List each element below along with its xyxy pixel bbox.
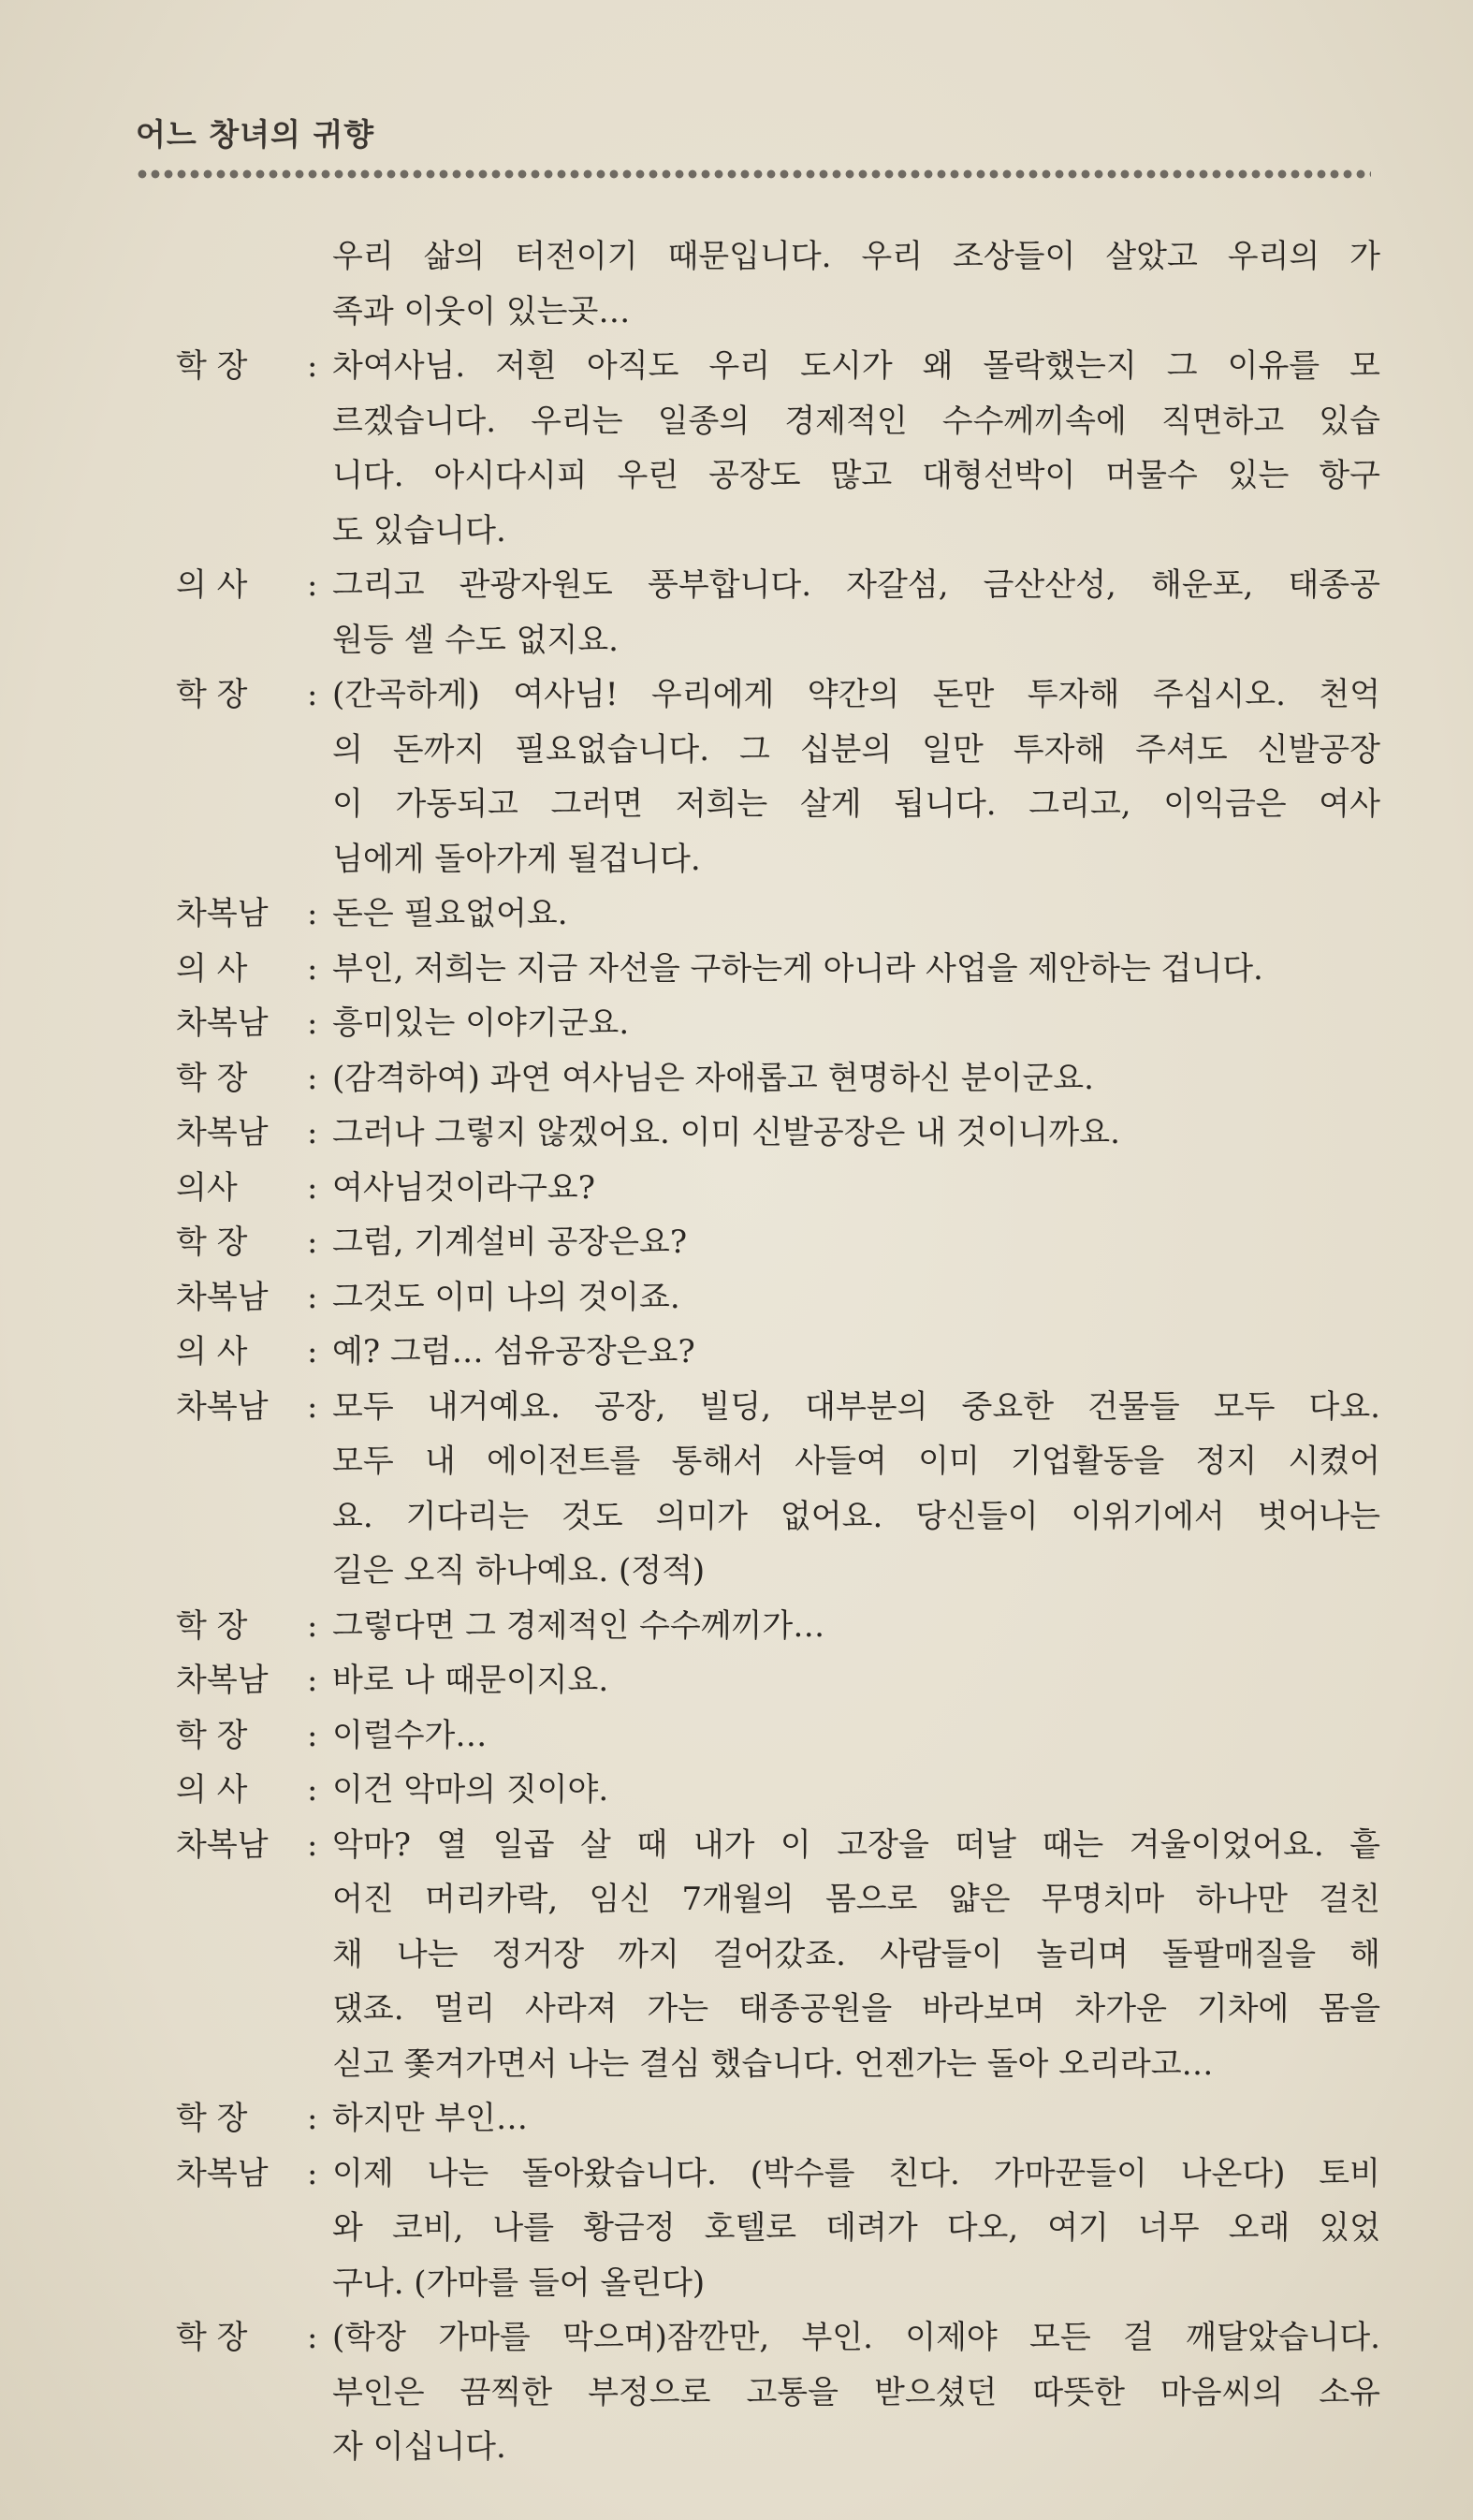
speaker-name: 의 사	[176, 1333, 248, 1370]
dialogue-line	[140, 1544, 1380, 1599]
dialogue-text: 와 코비, 나를 황금정 호텔로 데려가 다오, 여기 너무 오래 있었	[332, 2209, 1380, 2247]
dialogue-line	[140, 1380, 1380, 1435]
dialogue-line	[140, 285, 1380, 340]
dialogue-text: 바로 나 때문이지요.	[332, 1662, 609, 1699]
dialogue-text: 이럴수가…	[332, 1716, 488, 1754]
dialogue-text: 그리고 관광자원도 풍부합니다. 자갈섬, 금산산성, 해운포, 태종공	[332, 566, 1380, 604]
speaker-colon: :	[307, 1387, 318, 1426]
dialogue-text: 그렇다면 그 경제적인 수수께끼가…	[332, 1606, 825, 1645]
speaker-name: 차복남	[176, 1004, 269, 1042]
dialogue-text: 그러나 그렇지 않겠어요. 이미 신발공장은 내 것이니까요.	[332, 1114, 1120, 1151]
dialogue-line	[140, 2420, 1380, 2475]
dotted-divider	[136, 168, 1371, 181]
dialogue-line	[140, 504, 1380, 559]
speaker-colon: :	[307, 949, 318, 988]
dialogue-text: 도 있습니다.	[332, 511, 506, 549]
dialogue-line	[140, 2037, 1380, 2092]
dialogue-text: 댔죠. 멀리 사라져 가는 태종공원을 바라보며 차가운 기차에 몸을	[332, 1990, 1380, 2028]
speaker-colon: :	[307, 1606, 318, 1645]
speaker-colon: :	[307, 676, 318, 713]
speaker-colon: :	[307, 895, 318, 932]
dialogue-line	[140, 1927, 1380, 1983]
speaker-name: 학 장	[176, 2100, 248, 2137]
dialogue-line	[140, 448, 1380, 504]
dialogue-line	[140, 2146, 1380, 2202]
speaker-colon: :	[307, 1223, 318, 1261]
dialogue-text: 채 나는 정거장 까지 걸어갔죠. 사람들이 놀리며 돌팔매질을 해	[332, 1935, 1380, 1973]
dialogue-line	[140, 558, 1380, 613]
dialogue-text: 모두 내거예요. 공장, 빌딩, 대부분의 중요한 건물들 모두 다요.	[332, 1387, 1380, 1426]
speaker-name: 학 장	[176, 1606, 248, 1645]
dialogue-line	[140, 1599, 1380, 1654]
speaker-colon: :	[307, 1333, 318, 1370]
speaker-name: 의 사	[176, 1771, 248, 1809]
speaker-colon: :	[307, 1825, 318, 1864]
dialogue-line	[140, 1161, 1380, 1216]
speaker-colon: :	[307, 1059, 318, 1097]
dialogue-text: 원등 셀 수도 없지요.	[332, 621, 619, 659]
dialogue-text: 님에게 돌아가게 될겁니다.	[332, 840, 701, 878]
script-dialogue	[140, 229, 1380, 2475]
speaker-name: 차복남	[176, 2154, 269, 2192]
speaker-name: 의 사	[176, 566, 248, 604]
dialogue-text: 부인, 저희는 지금 자선을 구하는게 아니라 사업을 제안하는 겁니다.	[332, 949, 1263, 988]
speaker-colon: :	[307, 566, 318, 604]
dialogue-line	[140, 1489, 1380, 1545]
dialogue-line	[140, 1982, 1380, 2037]
speaker-colon: :	[307, 2154, 318, 2192]
dialogue-text: (감격하여) 과연 여사님은 자애롭고 현명하신 분이군요.	[332, 1059, 1094, 1097]
speaker-colon: :	[307, 2100, 318, 2137]
dialogue-line	[140, 1872, 1380, 1927]
dialogue-line	[140, 832, 1380, 887]
dialogue-text: 악마? 열 일곱 살 때 내가 이 고장을 떠날 때는 겨울이었어요. 흩	[332, 1825, 1380, 1864]
dialogue-line	[140, 1708, 1380, 1764]
speaker-name: 차복남	[176, 1278, 269, 1316]
dialogue-text: 이건 악마의 짓이야.	[332, 1771, 609, 1809]
dialogue-line	[140, 1325, 1380, 1380]
dialogue-line	[140, 2256, 1380, 2311]
dialogue-text: 부인은 끔찍한 부정으로 고통을 받으셨던 따뜻한 마음씨의 소유	[332, 2373, 1380, 2411]
running-title: 어느 창녀의 귀향	[136, 116, 375, 153]
dialogue-text: 차여사님. 저흰 아직도 우리 도시가 왜 몰락했는지 그 이유를 모	[332, 347, 1380, 385]
speaker-colon: :	[307, 1278, 318, 1316]
speaker-name: 차복남	[176, 1114, 269, 1151]
speaker-name: 학 장	[176, 2319, 248, 2356]
dialogue-line	[140, 2091, 1380, 2146]
dialogue-line	[140, 339, 1380, 394]
dialogue-text: 예? 그럼… 섬유공장은요?	[332, 1333, 695, 1370]
dialogue-line	[140, 1215, 1380, 1270]
dialogue-text: 우리 삶의 터전이기 때문입니다. 우리 조상들이 살았고 우리의 가	[332, 238, 1380, 275]
dialogue-line	[140, 1818, 1380, 1873]
dialogue-text: 니다. 아시다시피 우린 공장도 많고 대형선박이 머물수 있는 항구	[332, 457, 1380, 494]
dialogue-line	[140, 2201, 1380, 2256]
dialogue-line	[140, 996, 1380, 1051]
dialogue-line	[140, 1763, 1380, 1818]
dialogue-line	[140, 229, 1380, 285]
dialogue-line	[140, 886, 1380, 942]
speaker-colon: :	[307, 1168, 318, 1207]
speaker-name: 학 장	[176, 1223, 248, 1261]
speaker-name: 차복남	[176, 1825, 269, 1864]
dialogue-line	[140, 1653, 1380, 1708]
dialogue-text: 그럼, 기계설비 공장은요?	[332, 1223, 688, 1261]
dialogue-text: 르겠습니다. 우리는 일종의 경제적인 수수께끼속에 직면하고 있습	[332, 402, 1380, 440]
dialogue-line	[140, 1106, 1380, 1161]
dialogue-text: 그것도 이미 나의 것이죠.	[332, 1278, 680, 1316]
dialogue-text: (학장 가마를 막으며)잠깐만, 부인. 이제야 모든 걸 깨달았습니다.	[332, 2319, 1380, 2356]
dialogue-text: 싣고 쫓겨가면서 나는 결심 했습니다. 언젠가는 돌아 오리라고…	[332, 2044, 1214, 2083]
speaker-name: 차복남	[176, 1662, 269, 1699]
speaker-name: 학 장	[176, 1716, 248, 1754]
dialogue-text: 자 이십니다.	[332, 2428, 506, 2466]
page-header	[136, 110, 1371, 181]
speaker-colon: :	[307, 347, 318, 385]
speaker-colon: :	[307, 1004, 318, 1042]
dialogue-text: 족과 이웃이 있는곳…	[332, 292, 631, 330]
dialogue-text: 흥미있는 이야기군요.	[332, 1004, 630, 1042]
dialogue-text: 길은 오직 하나예요. (정적)	[332, 1552, 706, 1590]
dialogue-line	[140, 2310, 1380, 2366]
dialogue-text: 여사님것이라구요?	[332, 1168, 595, 1207]
dialogue-text: 모두 내 에이전트를 통해서 사들여 이미 기업활동을 정지 시켰어	[332, 1443, 1380, 1480]
dialogue-line	[140, 942, 1380, 997]
speaker-name: 차복남	[176, 1387, 269, 1426]
speaker-name: 학 장	[176, 1059, 248, 1097]
speaker-name: 의 사	[176, 949, 248, 988]
dialogue-line	[140, 613, 1380, 668]
dialogue-text: 이 가동되고 그러면 저희는 살게 됩니다. 그리고, 이익금은 여사	[332, 785, 1380, 823]
speaker-name: 학 장	[176, 347, 248, 385]
dialogue-line	[140, 1434, 1380, 1489]
speaker-name: 학 장	[176, 676, 248, 713]
dialogue-text: 의 돈까지 필요없습니다. 그 십분의 일만 투자해 주셔도 신발공장	[332, 730, 1380, 769]
dialogue-line	[140, 723, 1380, 778]
dialogue-text: 어진 머리카락, 임신 7개월의 몸으로 얇은 무명치마 하나만 걸친	[332, 1881, 1380, 1918]
dialogue-line	[140, 1270, 1380, 1326]
dialogue-text: 요. 기다리는 것도 의미가 없어요. 당신들이 이위기에서 벗어나는	[332, 1497, 1380, 1535]
dialogue-text: 돈은 필요없어요.	[332, 895, 568, 932]
dialogue-text: 하지만 부인…	[332, 2100, 529, 2137]
dialogue-line	[140, 2366, 1380, 2421]
speaker-colon: :	[307, 1662, 318, 1699]
speaker-colon: :	[307, 1716, 318, 1754]
dialogue-text: (간곡하게) 여사님! 우리에게 약간의 돈만 투자해 주십시오. 천억	[332, 676, 1380, 713]
dialogue-line	[140, 394, 1380, 449]
speaker-colon: :	[307, 1114, 318, 1151]
dialogue-text: 구나. (가마를 들어 올린다)	[332, 2264, 706, 2302]
dialogue-line	[140, 667, 1380, 723]
speaker-colon: :	[307, 1771, 318, 1809]
dialogue-line	[140, 777, 1380, 832]
speaker-name: 의사	[176, 1168, 238, 1207]
speaker-name: 차복남	[176, 895, 269, 932]
dialogue-line	[140, 1051, 1380, 1106]
speaker-colon: :	[307, 2319, 318, 2356]
dialogue-text: 이제 나는 돌아왔습니다. (박수를 친다. 가마꾼들이 나온다) 토비	[332, 2154, 1380, 2192]
